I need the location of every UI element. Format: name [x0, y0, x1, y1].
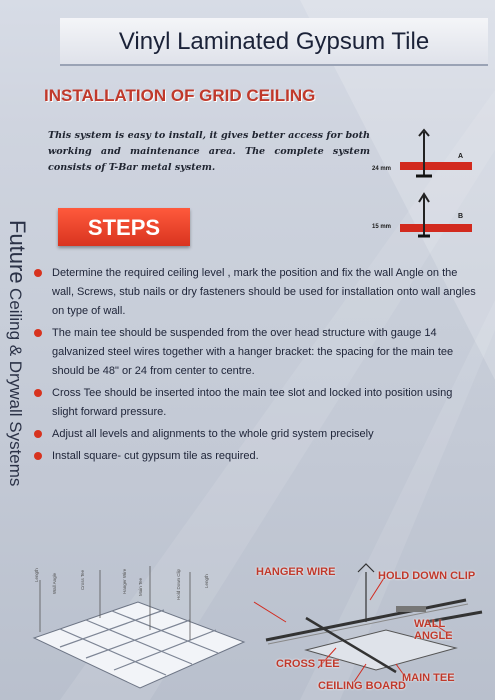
steps-badge [58, 208, 190, 246]
wall-angle-label: WALL ANGLE [414, 618, 453, 642]
grid-ceiling-diagram [30, 560, 248, 695]
diagram-label: Wall Angle [52, 572, 57, 594]
brand-name: Future [5, 220, 30, 284]
bullet-icon [34, 329, 42, 337]
ceiling-board-label: CEILING BOARD [318, 680, 406, 692]
diagram-label: Hanger Wire [122, 568, 127, 594]
side-brand-text [4, 220, 30, 542]
list-item: Install square- cut gypsum tile as required. [34, 447, 476, 466]
diagram-label: Length [204, 574, 209, 588]
list-item: Cross Tee should be inserted intoo the main tee slot and locked into position using slight forward pressure. [34, 384, 476, 422]
hold-down-clip-label: HOLD DOWN CLIP [378, 570, 476, 582]
diagram-label: Hold Down Clip [176, 568, 181, 600]
tbar-profile-diagram [372, 126, 472, 246]
title-bar [60, 18, 488, 66]
bullet-icon [34, 430, 42, 438]
steps-label: STEPS [87, 215, 161, 240]
diagram-label: Length [34, 568, 39, 582]
steps-list [34, 264, 476, 469]
bullet-icon [34, 269, 42, 277]
bullet-icon [34, 452, 42, 460]
main-tee-label: MAIN TEE [402, 672, 455, 684]
section-heading: INSTALLATION OF GRID CEILING [44, 86, 316, 105]
intro-paragraph: This system is easy to install, it gives better access for both working and maintenance area. The complete system consists of T-Bar metal system. [48, 130, 370, 173]
brand-tagline: Ceiling & Drywall Systems [6, 288, 25, 487]
profile-a-letter: A [458, 153, 464, 160]
profile-b-size: 15 mm [372, 224, 392, 230]
list-item: Adjust all levels and alignments to the whole grid system precisely [34, 425, 476, 444]
list-item: Determine the required ceiling level , mark the position and fix the wall Angle on the wall, Screws, stub nails or dry fasteners should be used for installation onto wall angles on type of wall. [34, 264, 476, 321]
diagram-label: Main Tee [138, 577, 143, 596]
diagram-label: Cross Tee [80, 569, 85, 590]
components-diagram [246, 560, 486, 698]
profile-a-size: 24 mm [372, 166, 392, 172]
profile-b-letter: B [458, 213, 464, 220]
cross-tee-label: CROSS TEE [276, 658, 340, 670]
list-item: The main tee should be suspended from the over head structure with gauge 14 galvanized steel wires together with a hanger bracket: the spacing for the main tee should be 48" or 24 from center to centre. [34, 324, 476, 381]
bullet-icon [34, 389, 42, 397]
hanger-wire-label: HANGER WIRE [256, 566, 336, 578]
page-title: Vinyl Laminated Gypsum Tile [118, 28, 430, 55]
